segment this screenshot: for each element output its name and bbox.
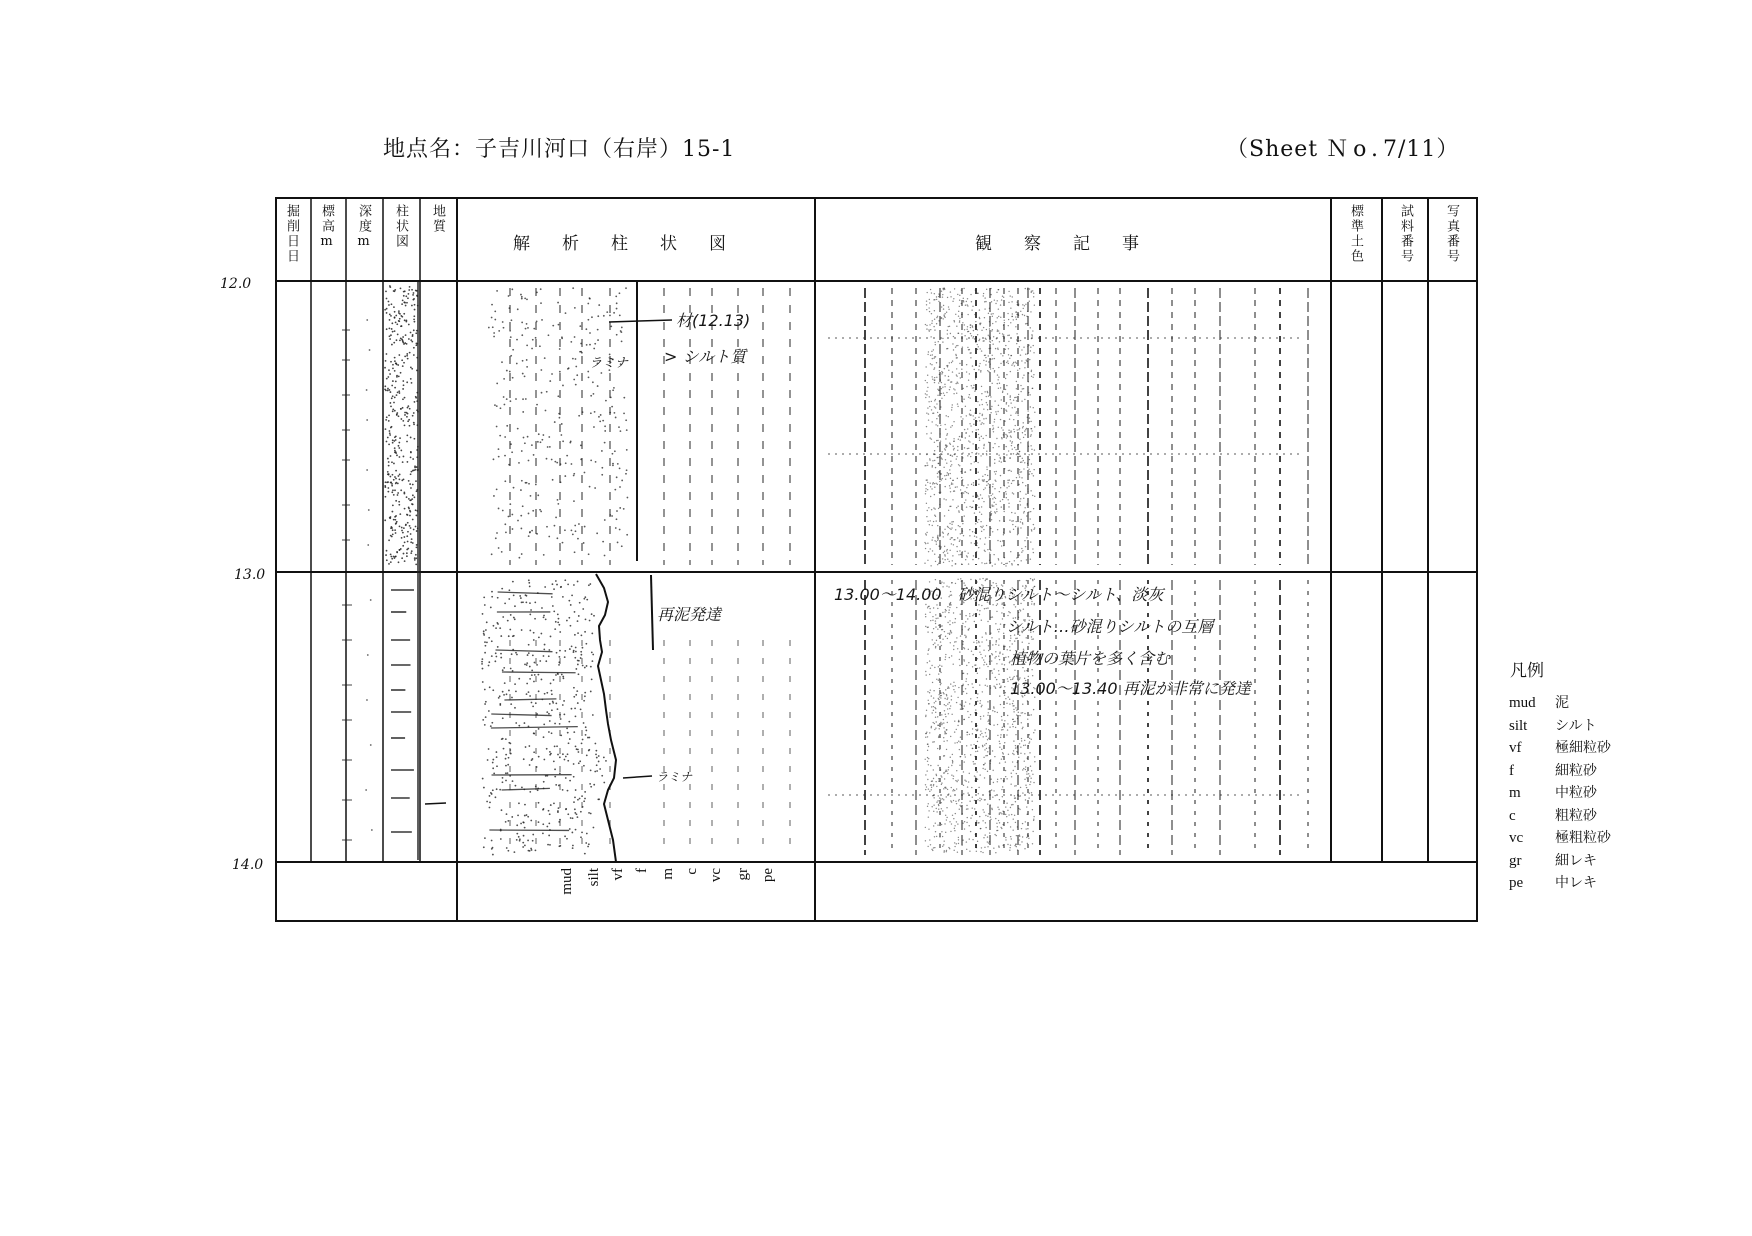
legend-code: m <box>1509 785 1521 801</box>
legend <box>1509 692 1611 895</box>
legend-code: pe <box>1509 875 1524 891</box>
legend-item <box>1509 827 1611 850</box>
col-header-soil-color: 標準土色 <box>1348 204 1363 264</box>
legend-label: 極細粒砂 <box>1555 740 1611 756</box>
annotation-wood: 材(12.13) <box>676 311 751 330</box>
sheet-prefix: （Sheet <box>1226 137 1319 162</box>
col-header-observation: 観察記事 <box>975 234 1171 254</box>
observation-line-1: 13.00～14.00 砂混りシルト～シルト、淡灰 <box>834 585 1164 604</box>
legend-item <box>1509 737 1611 760</box>
legend-item <box>1509 760 1611 783</box>
grain-label-m: m <box>660 868 676 880</box>
site-name: 地点名：子吉川河口（右岸）15-1 <box>383 137 736 162</box>
col-header-date: 掘削日日 <box>284 204 299 264</box>
col-header-photo-no: 写真番号 <box>1444 204 1459 264</box>
annotation-lamina-lower: ラミナ <box>656 770 693 784</box>
legend-label: 細レキ <box>1555 852 1597 869</box>
observation-line-4: 13.00～13.40 再泥が非常に発達 <box>1010 679 1251 698</box>
annotation-silty: > シルト質 <box>664 347 747 366</box>
annotation-lamina-development: 再泥発達 <box>657 605 722 624</box>
legend-label: 中レキ <box>1555 875 1597 891</box>
leader-line-lower <box>623 776 652 778</box>
geology-tick <box>425 803 446 804</box>
grain-label-pe: pe <box>760 868 776 883</box>
depth-mark-13: 13.0 <box>234 567 266 583</box>
grain-label-f: f <box>634 868 650 873</box>
observation-line-2: シルト…砂混りシルトの互層 <box>1006 617 1214 636</box>
legend-title: 凡例 <box>1510 661 1544 681</box>
sheet-no-label: Ｎo. <box>1326 137 1383 162</box>
legend-label: 極粗粒砂 <box>1555 830 1611 846</box>
legend-item <box>1509 872 1611 895</box>
legend-code: vf <box>1509 740 1522 756</box>
col-header-geology: 地質 <box>430 204 445 234</box>
col-header-elevation: 標高m <box>319 204 334 251</box>
legend-label: シルト <box>1555 717 1597 734</box>
grain-label-c: c <box>684 868 700 875</box>
legend-item <box>1509 782 1611 805</box>
sheet-page: 7/11） <box>1382 137 1460 162</box>
grain-size-curve <box>596 574 616 862</box>
leader-line <box>609 320 672 322</box>
legend-code: f <box>1509 762 1514 779</box>
depth-mark-12: 12.0 <box>220 276 252 292</box>
legend-item <box>1509 715 1611 738</box>
grain-label-vf: vf <box>610 868 626 881</box>
legend-item <box>1509 805 1611 828</box>
col-header-analysis-log: 解析柱状図 <box>513 234 758 254</box>
legend-code: mud <box>1509 695 1536 711</box>
observation-line-3: 植物の葉片を多く含む <box>1010 649 1171 668</box>
grain-label-vc: vc <box>708 868 724 883</box>
legend-code: gr <box>1509 852 1522 869</box>
legend-label: 泥 <box>1555 695 1569 711</box>
legend-label: 中粒砂 <box>1555 785 1597 801</box>
grain-label-gr: gr <box>735 868 751 881</box>
legend-item <box>1509 850 1611 873</box>
grain-label-mud: mud <box>559 868 575 895</box>
legend-code: vc <box>1509 830 1524 846</box>
annotation-lamina: ラミナ <box>589 356 629 371</box>
legend-label: 粗粒砂 <box>1555 807 1597 824</box>
legend-code: silt <box>1509 717 1528 734</box>
lamina-bracket <box>651 575 653 650</box>
legend-code: c <box>1509 807 1516 824</box>
col-header-sample-no: 試料番号 <box>1398 204 1413 264</box>
legend-label: 細粒砂 <box>1555 762 1597 779</box>
grain-label-silt: silt <box>586 868 602 887</box>
legend-item <box>1509 692 1611 715</box>
col-header-column-log: 柱状図 <box>393 204 408 249</box>
depth-mark-14: 14.0 <box>232 857 264 873</box>
col-header-depth: 深度m <box>356 204 371 251</box>
